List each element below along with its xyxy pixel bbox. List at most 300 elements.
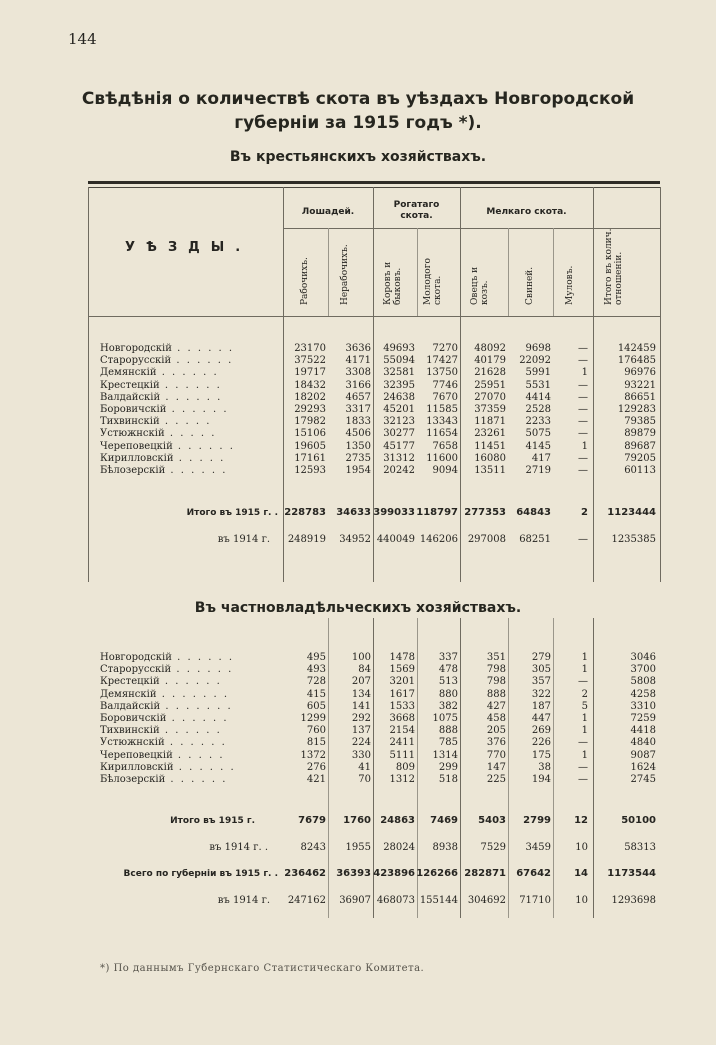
table-cell: 1: [581, 440, 588, 452]
table-row: [0, 392, 716, 404]
table-cell: 19717: [294, 367, 326, 379]
table-cell: 880: [438, 688, 458, 700]
table-cell: 357: [531, 676, 551, 688]
table-cell: 7670: [432, 391, 458, 403]
table-cell: 48092: [474, 343, 506, 354]
table-cell: 155144: [419, 895, 458, 906]
table-row: [0, 774, 716, 786]
table-row: [0, 713, 716, 725]
table-cell: 7746: [432, 379, 458, 391]
table-cell: 478: [438, 664, 458, 676]
table-cell: 20242: [383, 465, 415, 476]
table-cell: 18432: [294, 379, 326, 391]
col-working-horses: Рабочихъ.: [300, 257, 310, 305]
table-cell: 37522: [294, 355, 326, 367]
table-row: [0, 380, 716, 392]
table-cell: 605: [306, 700, 326, 712]
table-row: [0, 441, 716, 453]
table-cell: 3700: [630, 664, 656, 676]
table-cell: 513: [438, 676, 458, 688]
table-cell: 141: [351, 700, 371, 712]
table-cell: 16080: [474, 452, 506, 464]
table-cell: 12: [574, 815, 588, 826]
table-cell: 518: [438, 774, 458, 785]
total-label: въ 1914 г. .: [209, 842, 268, 853]
table-cell: 728: [306, 676, 326, 688]
table-cell: 279: [531, 652, 551, 663]
table-cell: 1299: [300, 713, 326, 724]
table-cell: 29293: [294, 404, 326, 415]
table-row: [0, 750, 716, 762]
col-nonworking-horses: Нерабочихъ.: [340, 244, 350, 305]
table-cell: 9094: [432, 465, 458, 476]
table-cell: 330: [351, 749, 371, 761]
table-cell: —: [578, 774, 588, 785]
table-cell: 194: [531, 774, 551, 785]
total-row-1915: [0, 815, 716, 827]
table-cell: 269: [531, 725, 551, 737]
table-cell: 41: [358, 761, 371, 773]
table-row: [0, 664, 716, 676]
table-cell: 1: [581, 652, 588, 663]
table-cell: 50100: [621, 815, 656, 826]
table-cell: 11585: [426, 404, 458, 415]
group-horses: Лошадей.: [301, 207, 355, 217]
table-cell: —: [578, 737, 588, 749]
district-name: Тихвинскій . . . . . .: [100, 725, 222, 737]
table-cell: 292: [351, 713, 371, 724]
total-row-1914: [0, 842, 716, 854]
table-cell: 7529: [480, 842, 506, 853]
table-cell: 3310: [630, 700, 656, 712]
table-cell: 248919: [287, 534, 326, 545]
table-cell: 417: [531, 452, 551, 464]
table-cell: 32123: [383, 416, 415, 428]
table-cell: 809: [395, 761, 415, 773]
table-row: [0, 762, 716, 774]
table-cell: 1: [581, 749, 588, 761]
table-cell: 34952: [339, 534, 371, 545]
table-cell: —: [578, 343, 588, 354]
table-cell: 9087: [630, 749, 656, 761]
table-cell: 760: [306, 725, 326, 737]
table-cell: 3201: [389, 676, 415, 688]
table-cell: 3636: [345, 343, 371, 354]
table-cell: —: [578, 416, 588, 428]
table-cell: —: [578, 379, 588, 391]
table-cell: 11451: [474, 440, 506, 452]
table-cell: 785: [438, 737, 458, 749]
total-label: въ 1914 г.: [217, 534, 270, 545]
col-pigs: Свиней.: [525, 266, 535, 305]
table-cell: 67642: [516, 868, 551, 879]
table-row: [0, 404, 716, 416]
table-cell: 23261: [474, 428, 506, 440]
table-cell: 71710: [519, 895, 551, 906]
table-cell: 2: [581, 507, 588, 518]
table-cell: 299: [438, 761, 458, 773]
table-cell: 1123444: [607, 507, 656, 518]
table-cell: 21628: [474, 367, 506, 379]
table-cell: 1478: [389, 652, 415, 663]
table-cell: 225: [486, 774, 506, 785]
table-cell: 89879: [624, 428, 656, 440]
table-cell: 1: [581, 713, 588, 724]
table-cell: 146206: [419, 534, 458, 545]
district-name: Тихвинскій . . . . .: [100, 416, 212, 428]
district-name: Валдайскій . . . . . .: [100, 391, 223, 403]
col-young-cattle: Молодого скота.: [423, 258, 443, 305]
table-cell: 11871: [474, 416, 506, 428]
table-cell: 351: [486, 652, 506, 663]
table-cell: 84: [358, 664, 371, 676]
table-cell: 458: [486, 713, 506, 724]
header-bottom-rule: [88, 316, 660, 317]
table-cell: 2411: [389, 737, 415, 749]
district-name: Череповецкій . . . . . .: [100, 440, 235, 452]
table-cell: 4506: [345, 428, 371, 440]
table-cell: 58313: [624, 842, 656, 853]
table-cell: 1760: [343, 815, 371, 826]
table-cell: 13750: [426, 367, 458, 379]
table-cell: 19605: [294, 440, 326, 452]
district-name: Старорусскій . . . . . .: [100, 664, 234, 676]
table-cell: 3046: [630, 652, 656, 663]
table-cell: 176485: [617, 355, 656, 367]
district-name: Устюжнскій . . . . .: [100, 428, 217, 440]
table-cell: 2528: [525, 404, 551, 415]
table-cell: 64843: [516, 507, 551, 518]
table-cell: 36393: [336, 868, 371, 879]
section-title-private: Въ частновладѣльческихъ хозяйствахъ.: [194, 600, 522, 616]
table-cell: 17427: [426, 355, 458, 367]
table-cell: 1: [581, 367, 588, 379]
district-name: Бѣлозерскій . . . . . .: [100, 774, 228, 785]
table-cell: 888: [486, 688, 506, 700]
table-cell: 5808: [630, 676, 656, 688]
table-cell: 382: [438, 700, 458, 712]
table-cell: 276: [306, 761, 326, 773]
table-cell: 1075: [432, 713, 458, 724]
table-cell: 282871: [464, 868, 506, 879]
table-cell: 15106: [294, 428, 326, 440]
table-cell: 423896: [373, 868, 415, 879]
table-cell: 32581: [383, 367, 415, 379]
page-title: [0, 87, 716, 135]
district-name: Валдайскій . . . . . . .: [100, 700, 233, 712]
table-cell: 277353: [464, 507, 506, 518]
col-mules: Муловъ.: [565, 265, 575, 305]
table-cell: 11600: [426, 452, 458, 464]
district-name: Демянскій . . . . . . .: [100, 688, 230, 700]
table-cell: 1235385: [611, 534, 656, 545]
table-cell: —: [578, 404, 588, 415]
table-cell: 5991: [525, 367, 551, 379]
table-cell: 7658: [432, 440, 458, 452]
district-name: Кирилловскій . . . . . .: [100, 761, 236, 773]
table-cell: 415: [306, 688, 326, 700]
table-cell: 175: [531, 749, 551, 761]
district-name: Боровичскій . . . . . .: [100, 404, 229, 415]
table-cell: 60113: [624, 465, 656, 476]
table-cell: 815: [306, 737, 326, 749]
table-cell: 27070: [474, 391, 506, 403]
table-cell: 45201: [383, 404, 415, 415]
table-cell: 1314: [432, 749, 458, 761]
table-cell: 17982: [294, 416, 326, 428]
table-cell: 888: [438, 725, 458, 737]
table-row: [0, 676, 716, 688]
district-name: Старорусскій . . . . . .: [100, 355, 234, 367]
table-cell: 118797: [416, 507, 458, 518]
table-cell: 7469: [430, 815, 458, 826]
uezdy-header: УѢЗДЫ.: [125, 240, 252, 255]
table-cell: 337: [438, 652, 458, 663]
district-name: Крестецкій . . . . . .: [100, 379, 222, 391]
table-cell: 12593: [294, 465, 326, 476]
table-cell: 3668: [389, 713, 415, 724]
district-name: Череповецкій . . . . .: [100, 749, 225, 761]
table-cell: 30277: [383, 428, 415, 440]
table-cell: 93221: [624, 379, 656, 391]
table-cell: 7259: [630, 713, 656, 724]
district-name: Бѣлозерскій . . . . . .: [100, 465, 228, 476]
table-cell: 1312: [389, 774, 415, 785]
table-cell: 137: [351, 725, 371, 737]
table-cell: 1954: [345, 465, 371, 476]
district-name: Кирилловскій . . . . .: [100, 452, 226, 464]
table-cell: 79205: [624, 452, 656, 464]
table-row: [0, 725, 716, 737]
table-cell: 38: [538, 761, 551, 773]
table-cell: 7270: [432, 343, 458, 354]
table-cell: 22092: [519, 355, 551, 367]
table-cell: 5075: [525, 428, 551, 440]
table-cell: 89687: [624, 440, 656, 452]
table-cell: 2: [581, 688, 588, 700]
footnote: *) По даннымъ Губернскаго Статистическаго Комитета.: [100, 963, 425, 974]
table-cell: 70: [358, 774, 371, 785]
table-cell: 23170: [294, 343, 326, 354]
table-row: [0, 465, 716, 477]
district-name: Крестецкій . . . . . .: [100, 676, 222, 688]
table-cell: 10: [575, 842, 588, 853]
table-cell: 1293698: [611, 895, 656, 906]
table-cell: 322: [531, 688, 551, 700]
table-cell: 86651: [624, 391, 656, 403]
district-name: Боровичскій . . . . . .: [100, 713, 229, 724]
table-cell: 129283: [617, 404, 656, 415]
table-cell: 1617: [389, 688, 415, 700]
table-cell: 9698: [525, 343, 551, 354]
table-cell: 36907: [339, 895, 371, 906]
table-row: [0, 355, 716, 367]
table-cell: 31312: [383, 452, 415, 464]
total-row-1914: [0, 534, 716, 546]
table-cell: 205: [486, 725, 506, 737]
table-cell: 224: [351, 737, 371, 749]
table-cell: 1955: [345, 842, 371, 853]
table-cell: 126266: [416, 868, 458, 879]
table-cell: 134: [351, 688, 371, 700]
col-sep-thin: [417, 228, 418, 316]
table-cell: 11654: [426, 428, 458, 440]
district-name: Устюжнскій . . . . . .: [100, 737, 227, 749]
section-title-peasant: Въ крестьянскихъ хозяйствахъ.: [229, 149, 487, 165]
table-cell: 49693: [383, 343, 415, 354]
table-cell: —: [578, 761, 588, 773]
table-cell: —: [578, 676, 588, 688]
table-cell: 4418: [630, 725, 656, 737]
table-cell: 440049: [376, 534, 415, 545]
table-cell: 17161: [294, 452, 326, 464]
table-cell: 24638: [383, 391, 415, 403]
district-name: Новгородскій . . . . . .: [100, 652, 235, 663]
table-cell: —: [578, 428, 588, 440]
table-cell: 4414: [525, 391, 551, 403]
table-cell: 55094: [383, 355, 415, 367]
table-cell: 3166: [345, 379, 371, 391]
table-cell: 4840: [630, 737, 656, 749]
group-small-livestock: Мелкаго скота.: [486, 207, 567, 217]
table-cell: 3317: [345, 404, 371, 415]
table-cell: 236462: [284, 868, 326, 879]
table-cell: 305: [531, 664, 551, 676]
table-cell: 142459: [617, 343, 656, 354]
page-number: 144: [68, 30, 97, 48]
total-row-1915: [0, 507, 716, 519]
table-cell: 96976: [624, 367, 656, 379]
table-cell: —: [578, 391, 588, 403]
table-cell: 3308: [345, 367, 371, 379]
district-name: Демянскій . . . . . .: [100, 367, 219, 379]
table-cell: 207: [351, 676, 371, 688]
table-cell: 2799: [523, 815, 551, 826]
table-cell: 24863: [380, 815, 415, 826]
table-cell: 7679: [298, 815, 326, 826]
table-cell: 18202: [294, 391, 326, 403]
table-cell: 493: [306, 664, 326, 676]
header-top-rule-thin: [88, 187, 660, 188]
table-cell: —: [578, 355, 588, 367]
table-cell: 1569: [389, 664, 415, 676]
table-cell: 376: [486, 737, 506, 749]
table-cell: 37359: [474, 404, 506, 415]
header-top-rule: [88, 181, 660, 184]
table-cell: 228783: [284, 507, 326, 518]
table-cell: 304692: [467, 895, 506, 906]
table-cell: 447: [531, 713, 551, 724]
table-cell: 68251: [519, 534, 551, 545]
table-cell: 2233: [525, 416, 551, 428]
table-row: [0, 416, 716, 428]
table-cell: 770: [486, 749, 506, 761]
table-cell: 45177: [383, 440, 415, 452]
page-title-line-1: Свѣдѣнія о количествѣ скота въ уѣздахъ Новгородской: [81, 89, 635, 109]
table-cell: 1533: [389, 700, 415, 712]
table-row: [0, 737, 716, 749]
table-cell: 2735: [345, 452, 371, 464]
table-cell: 247162: [287, 895, 326, 906]
table-cell: 34633: [336, 507, 371, 518]
table-cell: 1: [581, 725, 588, 737]
table-cell: 4258: [630, 688, 656, 700]
table-cell: 13511: [474, 465, 506, 476]
table-cell: 4657: [345, 391, 371, 403]
table-cell: 2154: [389, 725, 415, 737]
table-row: [0, 701, 716, 713]
table-cell: 79385: [624, 416, 656, 428]
table-cell: 14: [574, 868, 588, 879]
total-label: Итого въ 1915 г.: [170, 816, 255, 826]
table-cell: 5403: [478, 815, 506, 826]
table-cell: 1173544: [607, 868, 656, 879]
table-cell: 1350: [345, 440, 371, 452]
table-cell: 4171: [345, 355, 371, 367]
table-cell: 28024: [383, 842, 415, 853]
table-cell: 427: [486, 700, 506, 712]
table-cell: 5111: [389, 749, 415, 761]
table-row: [0, 428, 716, 440]
col-sep-thin: [508, 228, 509, 316]
table-cell: 10: [575, 895, 588, 906]
col-sheep-goats: Овецъ и козъ.: [470, 266, 490, 305]
table-cell: 421: [306, 774, 326, 785]
table-cell: —: [578, 465, 588, 476]
table-cell: 1624: [630, 761, 656, 773]
table-cell: 399033: [373, 507, 415, 518]
table-cell: 3459: [525, 842, 551, 853]
table-cell: —: [578, 452, 588, 464]
district-name: Новгородскій . . . . . .: [100, 343, 235, 354]
table-cell: 8243: [300, 842, 326, 853]
table-cell: 13343: [426, 416, 458, 428]
table-cell: 147: [486, 761, 506, 773]
table-cell: 100: [351, 652, 371, 663]
table-cell: 40179: [474, 355, 506, 367]
table-row: [0, 652, 716, 664]
total-label: Всего по губерніи въ 1915 г. .: [123, 869, 278, 879]
page-title-line-2: губерніи за 1915 годъ *).: [234, 113, 482, 133]
table-row: [0, 453, 716, 465]
table-cell: 495: [306, 652, 326, 663]
table-cell: 798: [486, 664, 506, 676]
table-cell: 297008: [467, 534, 506, 545]
table-cell: 4145: [525, 440, 551, 452]
table-cell: —: [578, 534, 588, 545]
col-total: Итого въ колич. отношеніи.: [604, 228, 624, 305]
table-cell: 5: [581, 700, 588, 712]
total-label: Итого въ 1915 г. .: [186, 508, 278, 518]
table-cell: 1372: [300, 749, 326, 761]
grand-total-1914: [0, 895, 716, 907]
table-cell: 798: [486, 676, 506, 688]
table-row: [0, 689, 716, 701]
table-row: [0, 343, 716, 355]
grand-total-1915: [0, 868, 716, 880]
table-cell: 25951: [474, 379, 506, 391]
table-cell: 2745: [630, 774, 656, 785]
total-label: въ 1914 г.: [217, 895, 270, 906]
col-sep-thin: [553, 228, 554, 316]
table-cell: 226: [531, 737, 551, 749]
table-cell: 5531: [525, 379, 551, 391]
table-cell: 468073: [376, 895, 415, 906]
table-cell: 1833: [345, 416, 371, 428]
col-sep-thin: [328, 228, 329, 316]
table-row: [0, 367, 716, 379]
table-cell: 1: [581, 664, 588, 676]
